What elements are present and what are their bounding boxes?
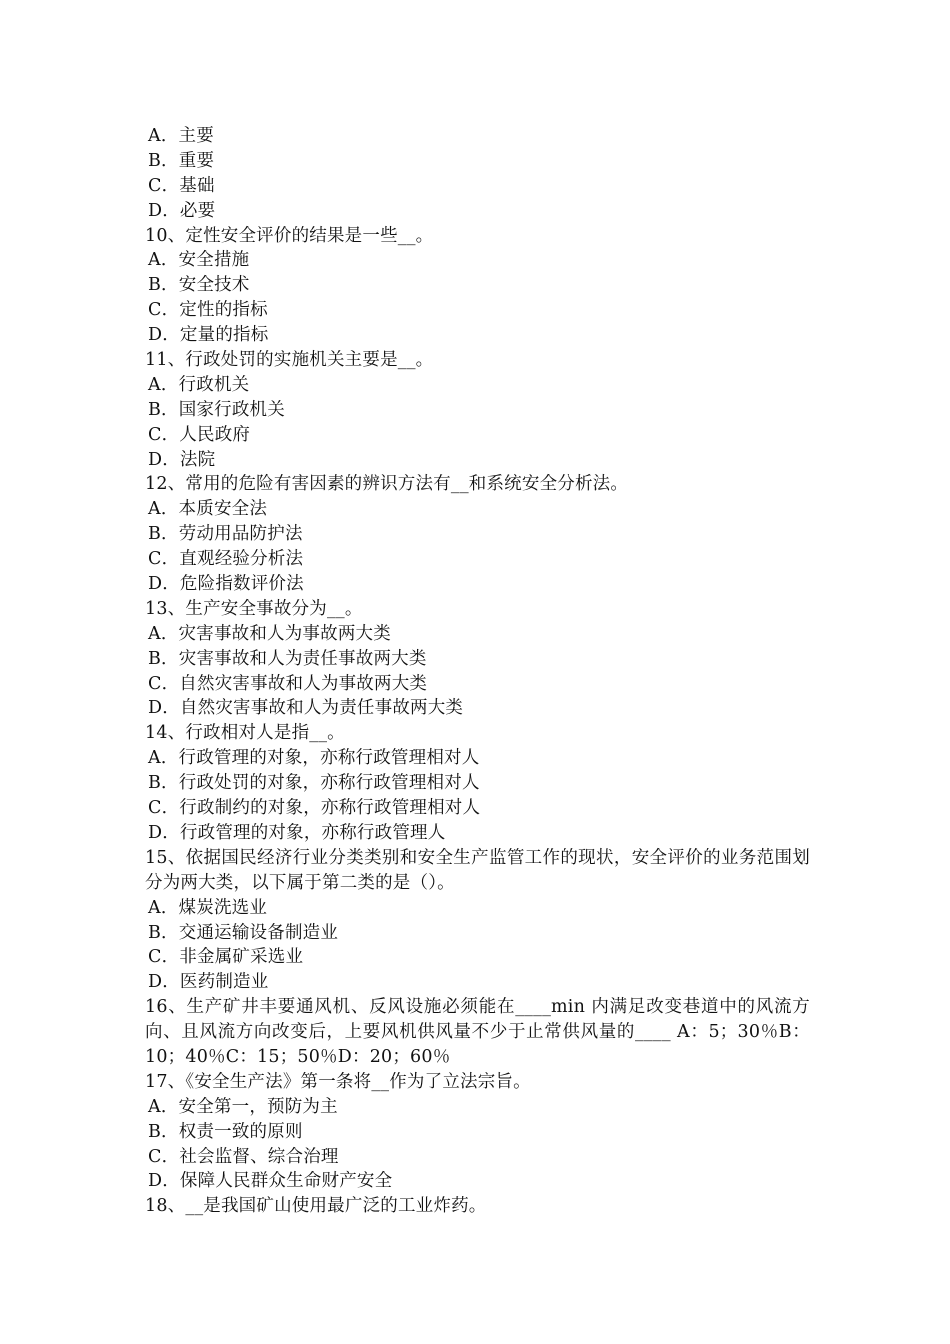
option-line: D．危险指数评价法 bbox=[148, 574, 304, 595]
question-line: 16、生产矿井丰要通风机、反风设施必须能在____min 内满足改变巷道中的风流方向、且风流方向改变后，上要风机供风量不少于止常供风量的____ A：5；30％B：10；40％C：15；50％D：20；60％ bbox=[145, 997, 810, 1068]
option-line: B．国家行政机关 bbox=[148, 399, 285, 420]
question-line: 13、生产安全事故分为__。 bbox=[145, 598, 363, 619]
question-line: 12、常用的危险有害因素的辨识方法有__和系统安全分析法。 bbox=[145, 474, 629, 495]
option-line: D．法院 bbox=[148, 449, 216, 470]
question-line: 17、《安全生产法》第一条将__作为了立法宗旨。 bbox=[145, 1071, 531, 1092]
question-line: 14、行政相对人是指__。 bbox=[145, 723, 345, 744]
option-line: B．安全技术 bbox=[148, 275, 250, 296]
option-line: C．社会监督、综合治理 bbox=[148, 1146, 339, 1167]
option-line: D．定量的指标 bbox=[148, 325, 269, 346]
exam-content bbox=[145, 124, 810, 1219]
question-line: 15、依据国民经济行业分类类别和安全生产监管工作的现状，安全评价的业务范围划分为两大类，以下属于第二类的是（）。 bbox=[145, 847, 810, 893]
option-line: C．非金属矿采选业 bbox=[148, 947, 304, 968]
option-line: D．医药制造业 bbox=[148, 972, 269, 993]
option-line: D．行政管理的对象，亦称行政管理人 bbox=[148, 822, 446, 843]
option-line: B．灾害事故和人为责任事故两大类 bbox=[148, 648, 427, 669]
option-line: D．自然灾害事故和人为责任事故两大类 bbox=[148, 698, 464, 719]
option-line: A．主要 bbox=[148, 126, 214, 146]
option-line: A．行政机关 bbox=[148, 374, 250, 395]
option-line: B．权责一致的原则 bbox=[148, 1121, 303, 1142]
option-line: A．安全措施 bbox=[148, 250, 250, 271]
option-line: C．人民政府 bbox=[148, 424, 251, 445]
option-line: B．重要 bbox=[148, 150, 215, 171]
option-line: A．行政管理的对象，亦称行政管理相对人 bbox=[148, 748, 480, 769]
question-line: 10、定性安全评价的结果是一些__。 bbox=[145, 225, 434, 246]
option-line: C．直观经验分析法 bbox=[148, 549, 304, 570]
option-line: C．定性的指标 bbox=[148, 300, 268, 321]
option-line: A．灾害事故和人为事故两大类 bbox=[148, 623, 391, 644]
option-line: C．自然灾害事故和人为事故两大类 bbox=[148, 673, 428, 694]
option-line: D．保障人民群众生命财产安全 bbox=[148, 1171, 393, 1192]
option-line: B．交通运输设备制造业 bbox=[148, 922, 339, 943]
question-line: 18、__是我国矿山使用最广泛的工业炸药。 bbox=[145, 1196, 487, 1217]
option-line: D．必要 bbox=[148, 200, 216, 221]
option-line: C．行政制约的对象，亦称行政管理相对人 bbox=[148, 798, 481, 819]
option-line: A．本质安全法 bbox=[148, 499, 268, 520]
option-line: B．行政处罚的对象，亦称行政管理相对人 bbox=[148, 773, 480, 794]
option-line: A．煤炭洗选业 bbox=[148, 897, 268, 918]
option-line: B．劳动用品防护法 bbox=[148, 524, 303, 545]
option-line: C．基础 bbox=[148, 175, 215, 196]
option-line: A．安全第一，预防为主 bbox=[148, 1096, 338, 1117]
question-line: 11、行政处罚的实施机关主要是__。 bbox=[145, 350, 434, 371]
